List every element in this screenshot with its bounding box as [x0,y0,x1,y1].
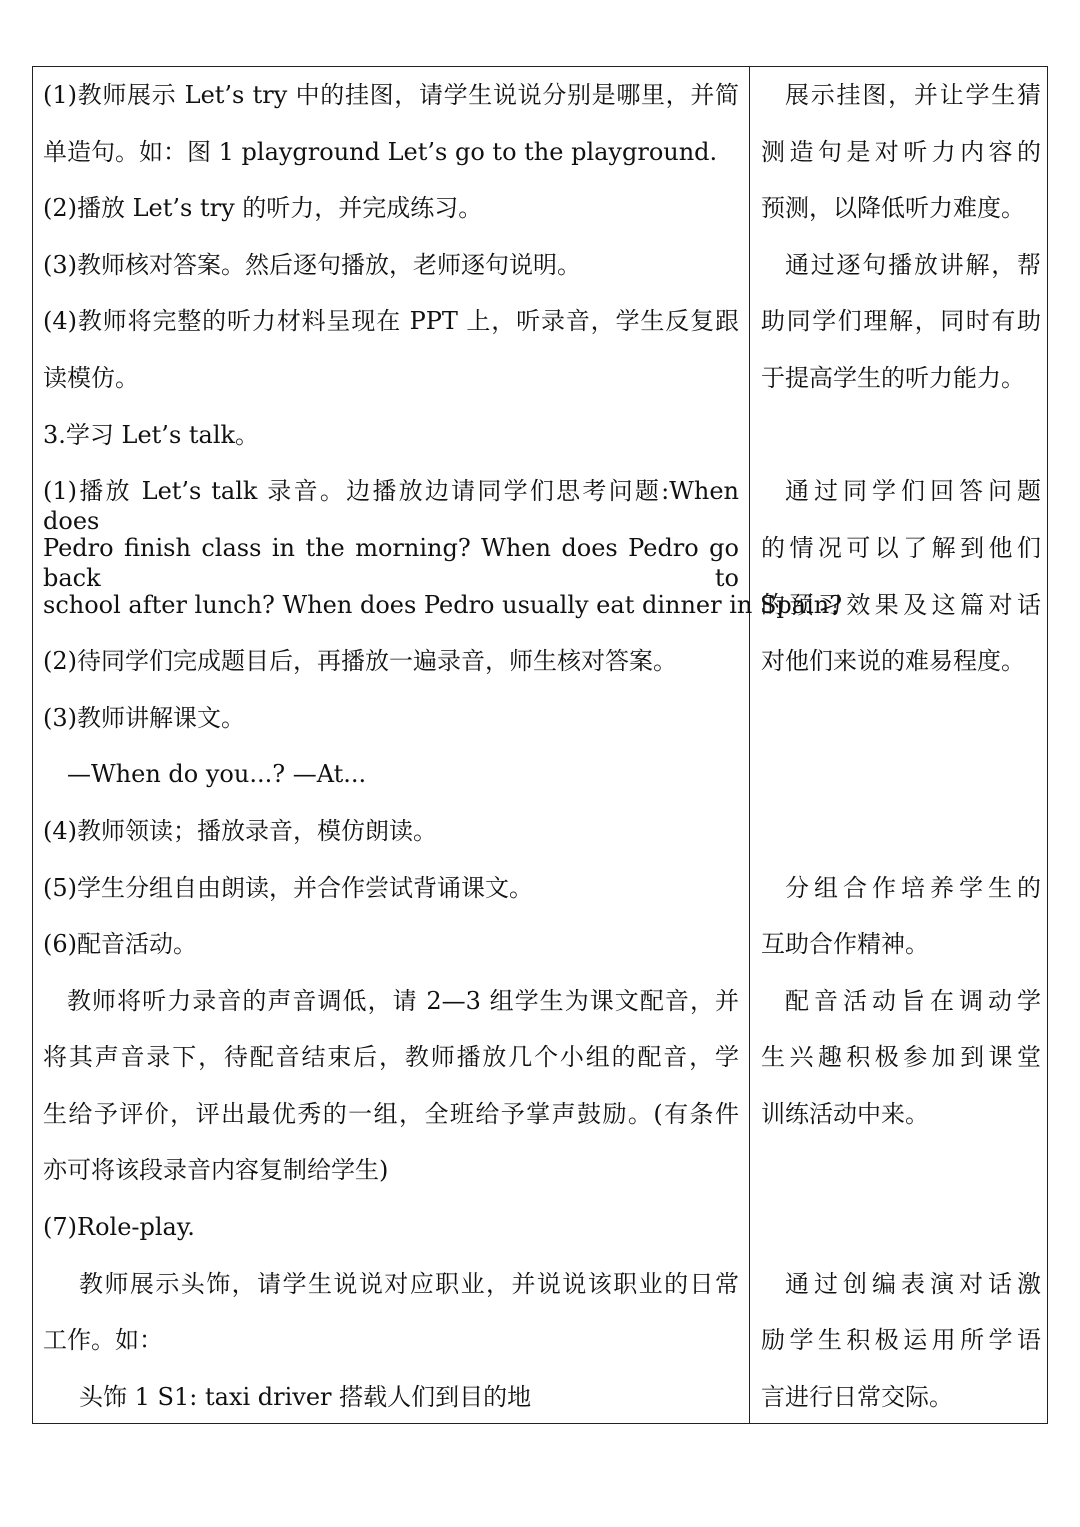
right-line: 训练活动中来。 [761,1100,929,1128]
left-line: 读模仿。 [43,364,139,392]
left-line: (2)播放 Let’s try 的听力，并完成练习。 [43,194,483,222]
left-line: (4)教师将完整的听力材料呈现在 PPT 上，听录音，学生反复跟 [43,307,739,335]
right-line: 言进行日常交际。 [761,1383,953,1411]
left-line: (7)Role-play. [43,1213,195,1241]
left-line: (6)配音活动。 [43,930,197,958]
right-line: 通过创编表演对话激 [785,1270,1041,1298]
right-line: 励学生积极运用所学语 [761,1326,1041,1354]
left-line: 单造句。如：图 1 playground Let’s go to the playground. [43,138,718,166]
right-line: 的预习效果及这篇对话 [761,591,1041,619]
left-line: 教师将听力录音的声音调低，请 2—3 组学生为课文配音，并 [67,987,739,1015]
left-line: (3)教师讲解课文。 [43,704,245,732]
right-line: 对他们来说的难易程度。 [761,647,1025,675]
left-line: 头饰 1 S1: taxi driver 搭载人们到目的地 [79,1383,532,1411]
right-line: 展示挂图，并让学生猜 [785,81,1041,109]
left-line: 3.学习 Let’s talk。 [43,421,260,449]
right-line: 的情况可以了解到他们 [761,534,1041,562]
left-line: school after lunch? When does Pedro usually eat dinner in Spain? [43,591,843,619]
right-line: 分组合作培养学生的 [785,874,1041,902]
left-line: (1)播放 Let’s talk 录音。边播放边请同学们思考问题:When does [43,477,739,535]
right-line: 通过同学们回答问题 [785,477,1041,505]
left-line: (4)教师领读；播放录音，模仿朗读。 [43,817,437,845]
left-line: 亦可将该段录音内容复制给学生) [43,1156,389,1184]
right-line: 测造句是对听力内容的 [761,138,1041,166]
left-line: (2)待同学们完成题目后，再播放一遍录音，师生核对答案。 [43,647,677,675]
column-divider [749,67,750,1423]
left-line: 工作。如： [43,1326,163,1354]
right-line: 助同学们理解，同时有助 [761,307,1041,335]
left-line: (3)教师核对答案。然后逐句播放，老师逐句说明。 [43,251,581,279]
right-line: 配音活动旨在调动学 [785,987,1041,1015]
left-line: (1)教师展示 Let’s try 中的挂图，请学生说说分别是哪里，并简 [43,81,739,109]
left-line: 生给予评价，评出最优秀的一组，全班给予掌声鼓励。(有条件 [43,1100,739,1128]
left-line: —When do you...? —At... [67,760,367,788]
left-line: (5)学生分组自由朗读，并合作尝试背诵课文。 [43,874,533,902]
right-line: 生兴趣积极参加到课堂 [761,1043,1041,1071]
lesson-plan-table [32,66,1048,1424]
left-line: 教师展示头饰，请学生说说对应职业，并说说该职业的日常 [79,1270,739,1298]
right-line: 通过逐句播放讲解，帮 [785,251,1041,279]
left-line: 将其声音录下，待配音结束后，教师播放几个小组的配音，学 [43,1043,739,1071]
left-line: Pedro finish class in the morning? When does Pedro go back to [43,534,739,592]
right-line: 互助合作精神。 [761,930,929,958]
right-line: 预测，以降低听力难度。 [761,194,1025,222]
right-line: 于提高学生的听力能力。 [761,364,1025,392]
